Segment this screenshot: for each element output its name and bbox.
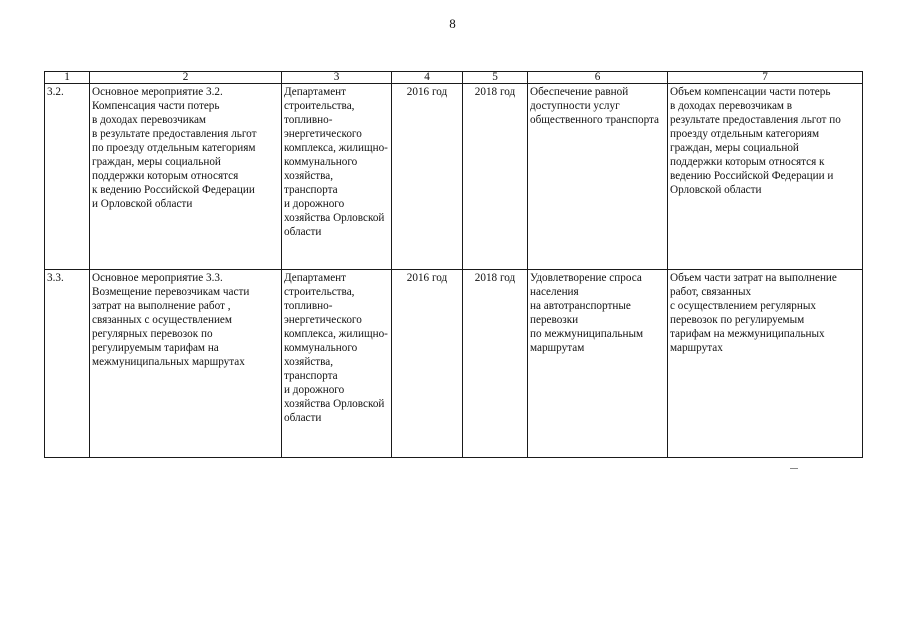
scan-mark — [790, 468, 798, 469]
end-year-cell: 2018 год — [463, 270, 528, 458]
result-cell: Обеспечение равной доступности услуг общественного транспорта — [528, 84, 668, 270]
column-header-6: 6 — [528, 72, 668, 84]
column-number-row — [45, 72, 863, 84]
column-header-4: 4 — [392, 72, 463, 84]
page-number: 8 — [449, 16, 456, 31]
executor-cell: Департамент строительства, топливно- энергетического комплекса, жилищно- коммунального хозяйства, транспорта и дорожного хозяйства Орловской области — [282, 84, 392, 270]
column-header-2: 2 — [90, 72, 282, 84]
executor-cell: Департамент строительства, топливно- энергетического комплекса, жилищно- коммунального хозяйства, транспорта и дорожного хозяйства Орловской области — [282, 270, 392, 458]
column-header-7: 7 — [668, 72, 863, 84]
event-cell: Основное мероприятие 3.3. Возмещение перевозчикам части затрат на выполнение работ , связанных с осуществлением регулярных перевозок по регулируемым тарифам на межмуниципальных маршрутах — [90, 270, 282, 458]
table-row — [45, 84, 863, 270]
column-header-3: 3 — [282, 72, 392, 84]
event-cell: Основное мероприятие 3.2. Компенсация части потерь в доходах перевозчикам в результате предоставления льгот по проезду отдельным категориям граждан, меры социальной поддержки которым относятся к ведению Российской Федерации и Орловской области — [90, 84, 282, 270]
column-header-1: 1 — [45, 72, 90, 84]
row-number-cell: 3.2. — [45, 84, 90, 270]
start-year-cell: 2016 год — [392, 84, 463, 270]
result-cell: Удовлетворение спроса населения на автотранспортные перевозки по межмуниципальным маршрутам — [528, 270, 668, 458]
end-year-cell: 2018 год — [463, 84, 528, 270]
program-events-table — [44, 71, 863, 458]
row-number-cell: 3.3. — [45, 270, 90, 458]
indicator-cell: Объем компенсации части потерь в доходах перевозчикам в результате предоставления льгот по проезду отдельным категориям граждан, меры социальной поддержки которым относятся к ведению Российской Федерации и Орловской области — [668, 84, 863, 270]
table-row — [45, 270, 863, 458]
start-year-cell: 2016 год — [392, 270, 463, 458]
indicator-cell: Объем части затрат на выполнение работ, связанных с осуществлением регулярных перевозок по регулируемым тарифам на межмуниципальных маршрутах — [668, 270, 863, 458]
column-header-5: 5 — [463, 72, 528, 84]
